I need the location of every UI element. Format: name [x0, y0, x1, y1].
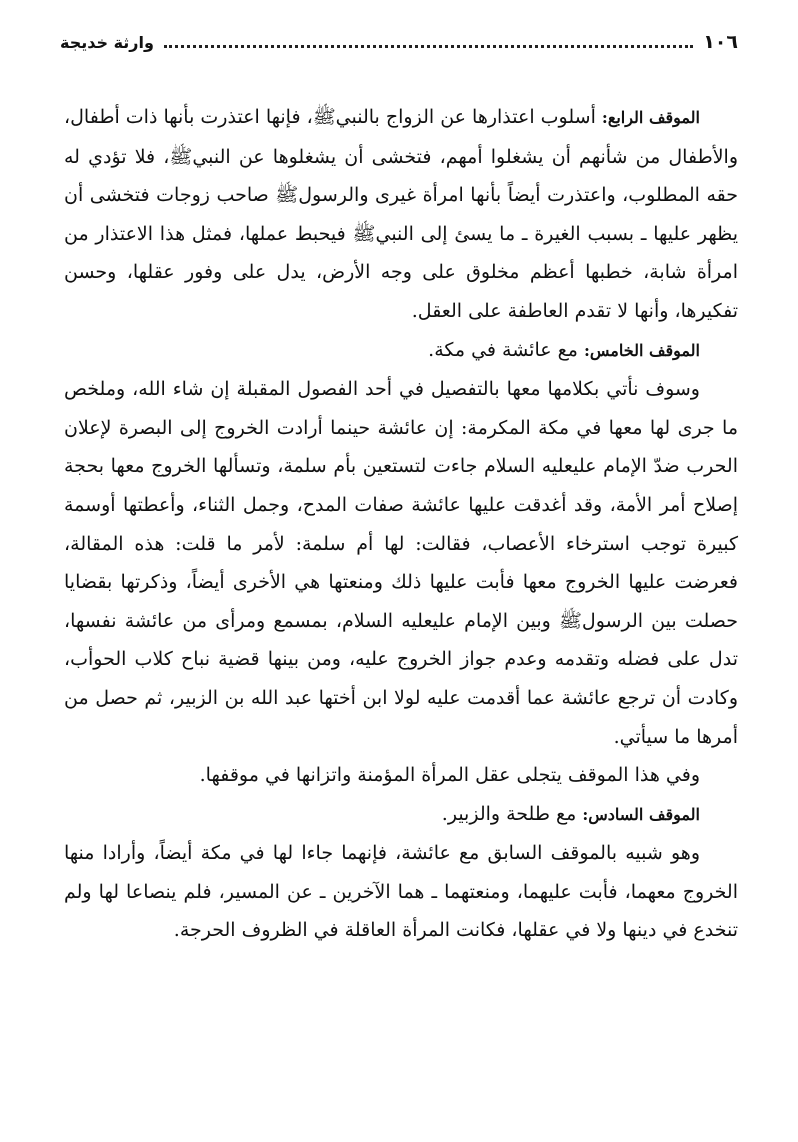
- paragraph-aisha: وسوف نأتي بكلامها معها بالتفصيل في أحد الفصول المقبلة إن شاء الله، وملخص ما جرى لها معها في مكة المكرمة: إن عائشة حينما أرادت الخروج إلى البصرة لإعلان الحرب ضدّ الإمام علي‏عليه السلام جاءت لتستعين بأم سلمة، وتسألها الخروج معها بحجة إصلاح أمر الأمة، وقد أغدقت عليها عائشة صفات المدح، وجمل الثناء، وأعطتها أوسمة كبيرة توجب استرخاء الأعصاب، فقالت: لها أم سلمة: لأمر ما قلت: هذه المقالة، فعرضت عليها الخروج معها فأبت عليها ذلك ومنعتها هي الأخرى أيضاً، وذكرتها بقضايا حصلت بين الرسولﷺ وبين الإمام علي‏عليه السلام، بمسمع ومرأى من عائشة نفسها، تدل على فضله وتقدمه وعدم جواز الخروج عليه، ومن بينها قضية نباح كلاب الحوأب، وكادت أن ترجع عائشة عما أقدمت عليه لولا ابن أختها عبد الله بن الزبير، ثم حصل من أمرها ما سيأتي.: [64, 378, 738, 748]
- section-lead-position-four: الموقف الرابع:: [601, 108, 700, 127]
- paragraph-talha-zubayr: وهو شبيه بالموقف السابق مع عائشة، فإنهما جاءا لها في مكة أيضاً، وأرادا منها الخروج معهما، فأبت عليهما، ومنعتهما ـ هما الآخرين ـ عن المسير، فلم ينصاعا لها ولم تنخدع في دينها ولا في عقلها، فكانت المرأة العاقلة في الظروف الحرجة.: [64, 842, 738, 942]
- page-number: ١٠٦: [703, 31, 738, 53]
- running-title: وارثة خديجة: [60, 32, 154, 52]
- heading-text: مع عائشة في مكة.: [428, 338, 584, 361]
- paragraph-position-four: [64, 98, 738, 331]
- page-body: [64, 98, 738, 950]
- running-header: [60, 22, 738, 62]
- header-dot-leader: [164, 45, 693, 48]
- section-lead-position-five: الموقف الخامس:: [583, 340, 700, 360]
- heading-position-six: [64, 795, 738, 835]
- section-lead-position-six: الموقف السادس:: [582, 804, 700, 824]
- heading-text: مع طلحة والزبير.: [441, 802, 583, 825]
- heading-position-five: [64, 331, 738, 371]
- paragraph-text: أسلوب اعتذارها عن الزواج بالنبيﷺ، فإنها اعتذرت بأنها ذات أطفال، والأطفال من شأنهم أن يشغلوا أمهم، فتخشى أن يشغلوها عن النبيﷺ، فلا تؤدي له حقه المطلوب، واعتذرت أيضاً بأنها امرأة غيرى والرسولﷺ صاحب زوجات فتخشى أن يظهر عليها ـ بسبب الغيرة ـ ما يسئ إلى النبيﷺ فيحبط عملها، فمثل هذا الاعتذار من امرأة شابة، خطبها أعظم مخلوق على وجه الأرض، يدل على وفور عقلها، وحسن تفكيرها، وأنها لا تقدم العاطفة على العقل.: [64, 106, 738, 322]
- paragraph-conclusion: وفي هذا الموقف يتجلى عقل المرأة المؤمنة واتزانها في موقفها.: [199, 764, 700, 787]
